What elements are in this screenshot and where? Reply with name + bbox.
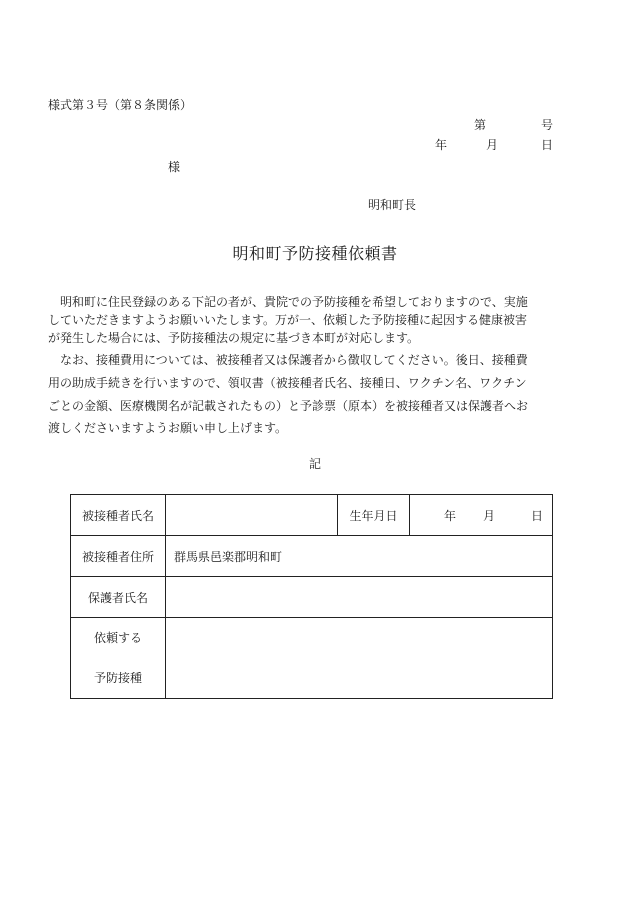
body-p2-line2: 用の助成手続きを行いますので、領収書（被接種者氏名、接種日、ワクチン名、ワクチン bbox=[48, 376, 527, 390]
table-row bbox=[71, 536, 553, 577]
vaccine-field[interactable] bbox=[166, 618, 553, 699]
addressee-sama: 様 bbox=[168, 160, 181, 174]
dob-month: 月 bbox=[483, 508, 496, 523]
body-p1-line1: 明和町に住民登録のある下記の者が、貴院での予防接種を希望しておりますので、実施 bbox=[48, 295, 528, 309]
request-form-table bbox=[70, 494, 553, 699]
form-number: 様式第３号（第８条関係） bbox=[48, 98, 193, 112]
address-field[interactable]: 群馬県邑楽郡明和町 bbox=[166, 536, 553, 577]
body-p2-line4: 渡しくださいますようお願い申し上げます。 bbox=[48, 421, 288, 435]
address-label: 被接種者住所 bbox=[71, 536, 166, 577]
vaccine-label bbox=[71, 618, 166, 699]
page-title: 明和町予防接種依頼書 bbox=[232, 244, 398, 263]
body-p1-line2: していただきますようお願いいたします。万が一、依頼した予防接種に起因する健康被害 bbox=[48, 313, 528, 327]
ki-heading: 記 bbox=[308, 457, 321, 471]
table-row bbox=[71, 577, 553, 618]
vaccine-label-line2: 予防接種 bbox=[93, 671, 142, 685]
table-row bbox=[71, 618, 553, 699]
name-label: 被接種者氏名 bbox=[71, 495, 166, 536]
number-dai: 第 bbox=[474, 118, 487, 132]
dob-field[interactable] bbox=[410, 495, 553, 536]
guardian-label: 保護者氏名 bbox=[71, 577, 166, 618]
name-field[interactable] bbox=[166, 495, 338, 536]
number-go: 号 bbox=[541, 118, 554, 132]
date-day: 日 bbox=[541, 138, 554, 152]
body-p1-line3: が発生した場合には、予防接種法の規定に基づき本町が対応します。 bbox=[48, 331, 420, 345]
body-p2-line3: ごとの金額、医療機関名が記載されたもの）と予診票（原本）を被接種者又は保護者へお bbox=[48, 399, 529, 413]
body-p2-line1: なお、接種費用については、被接種者又は保護者から徴収してください。後日、接種費 bbox=[48, 353, 528, 367]
date-year: 年 bbox=[435, 138, 448, 152]
vaccine-label-line1: 依頼する bbox=[93, 631, 142, 645]
guardian-field[interactable] bbox=[166, 577, 553, 618]
dob-year: 年 bbox=[444, 508, 457, 523]
date-month: 月 bbox=[486, 138, 499, 152]
dob-day: 日 bbox=[531, 508, 544, 523]
sender: 明和町長 bbox=[368, 198, 417, 212]
table-row bbox=[71, 495, 553, 536]
dob-label: 生年月日 bbox=[338, 495, 410, 536]
